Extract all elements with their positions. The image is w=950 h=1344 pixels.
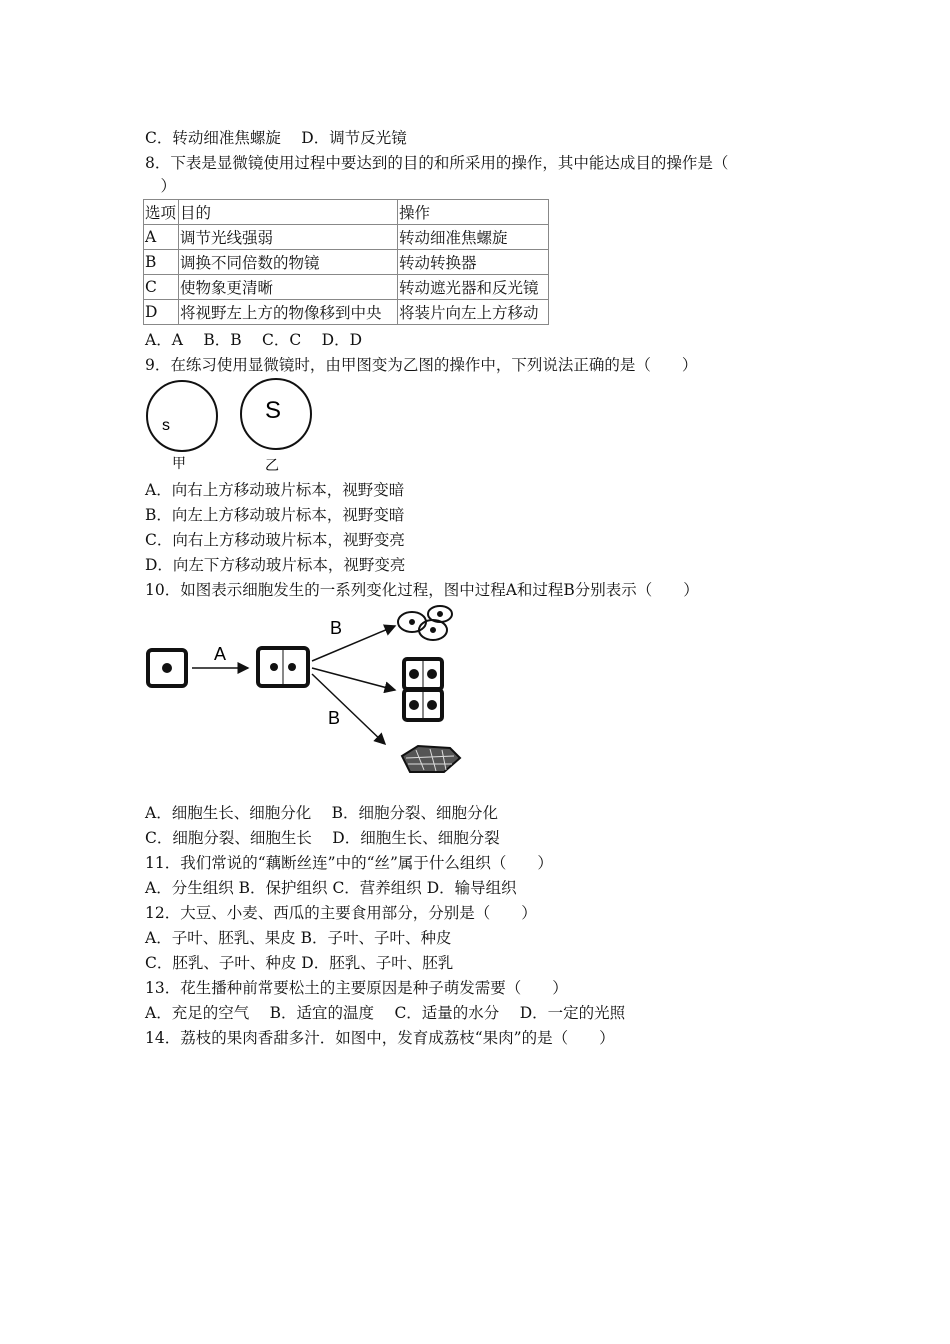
table-cell: 使物象更清晰 xyxy=(179,275,398,300)
label-jia: 甲 xyxy=(172,456,186,472)
q10-options-2: C．细胞分裂、细胞生长 D．细胞生长、细胞分裂 xyxy=(145,829,500,847)
table-row xyxy=(144,250,549,275)
q12-stem: 12．大豆、小麦、西瓜的主要食用部分，分别是（ ） xyxy=(145,904,537,922)
q9-option-a: A．向右上方移动玻片标本，视野变暗 xyxy=(145,481,405,499)
table-cell: 将装片向左上方移动 xyxy=(398,300,549,325)
table-cell: 调换不同倍数的物镜 xyxy=(179,250,398,275)
q11-stem: 11．我们常说的“藕断丝连”中的“丝”属于什么组织（ ） xyxy=(145,854,553,872)
table-cell: 调节光线强弱 xyxy=(179,225,398,250)
table-cell: A xyxy=(144,225,179,250)
oval-cells xyxy=(398,606,452,640)
q9-figure xyxy=(140,378,330,478)
table-row xyxy=(144,225,549,250)
table-header-cell: 操作 xyxy=(398,200,549,225)
stacked-cells xyxy=(404,659,442,720)
table-row xyxy=(144,275,549,300)
q9-option-d: D．向左下方移动玻片标本，视野变亮 xyxy=(145,556,406,574)
q9-stem: 9．在练习使用显微镜时，由甲图变为乙图的操作中，下列说法正确的是（ ） xyxy=(145,356,698,374)
table-cell: 转动转换器 xyxy=(398,250,549,275)
dividing-cell xyxy=(258,648,308,686)
table-cell: D xyxy=(144,300,179,325)
q11-options: A．分生组织 B．保护组织 C．营养组织 D．输导组织 xyxy=(145,879,517,897)
q10-stem: 10．如图表示细胞发生的一系列变化过程，图中过程A和过程B分别表示（ ） xyxy=(145,581,699,599)
field-of-view-jia xyxy=(147,381,217,451)
table-cell: 将视野左上方的物像移到中央 xyxy=(179,300,398,325)
q9-option-c: C．向右上方移动玻片标本，视野变亮 xyxy=(145,531,405,549)
table-row xyxy=(144,300,549,325)
table-cell: C xyxy=(144,275,179,300)
q12-options-1: A．子叶、胚乳、果皮 B．子叶、子叶、种皮 xyxy=(145,929,452,947)
label-process-b-bottom: B xyxy=(328,708,341,728)
q8-stem: 8．下表是显微镜使用过程中要达到的目的和所采用的操作，其中能达成目的操作是（ xyxy=(145,154,729,172)
label-yi: 乙 xyxy=(265,458,279,474)
tissue-block xyxy=(402,746,460,772)
q8-options: A．A B．B C．C D．D xyxy=(145,331,363,349)
original-cell xyxy=(148,650,186,686)
q8-table xyxy=(143,199,549,325)
table-cell: B xyxy=(144,250,179,275)
label-process-a: A xyxy=(214,644,227,664)
q13-stem: 13．花生播种前常要松土的主要原因是种子萌发需要（ ） xyxy=(145,979,568,997)
table-header-row xyxy=(144,200,549,225)
table-header-cell: 选项 xyxy=(144,200,179,225)
q13-options: A．充足的空气 B．适宜的温度 C．适量的水分 D．一定的光照 xyxy=(145,1004,626,1022)
letter-s-small: s xyxy=(162,417,170,434)
letter-s-large: S xyxy=(265,397,282,424)
table-cell: 转动细准焦螺旋 xyxy=(398,225,549,250)
label-process-b-top: B xyxy=(330,618,343,638)
q14-stem: 14．荔枝的果肉香甜多汁．如图中，发育成荔枝“果肉”的是（ ） xyxy=(145,1029,615,1047)
q10-figure xyxy=(140,606,470,786)
table-header-cell: 目的 xyxy=(179,200,398,225)
arrow-b-top xyxy=(312,626,395,661)
q8-stem-cont: ） xyxy=(145,177,177,195)
table-cell: 转动遮光器和反光镜 xyxy=(398,275,549,300)
q9-option-b: B．向左上方移动玻片标本，视野变暗 xyxy=(145,506,405,524)
q7-options-tail: C．转动细准焦螺旋 D．调节反光镜 xyxy=(145,129,407,147)
q10-options-1: A．细胞生长、细胞分化 B．细胞分裂、细胞分化 xyxy=(145,804,499,822)
q12-options-2: C．胚乳、子叶、种皮 D．胚乳、子叶、胚乳 xyxy=(145,954,454,972)
